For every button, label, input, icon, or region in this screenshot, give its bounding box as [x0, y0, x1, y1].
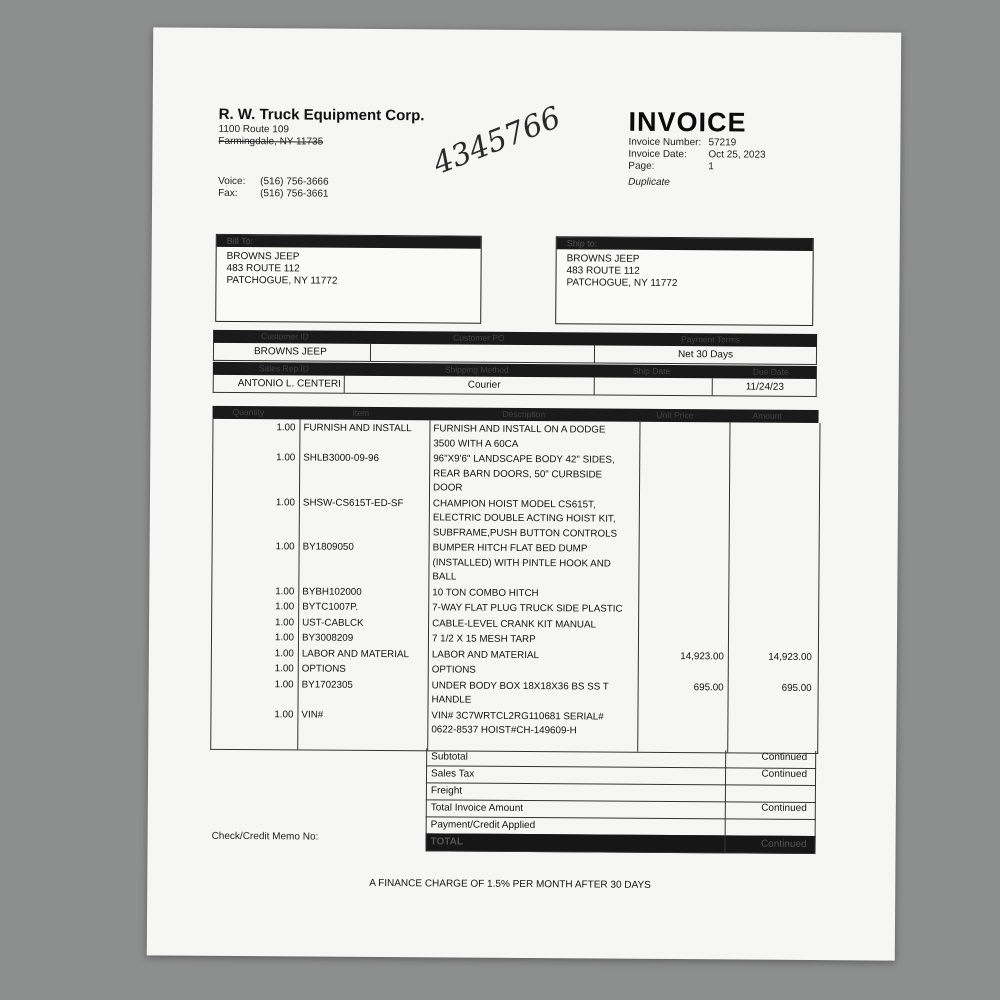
ship-to-city: PATCHOGUE, NY 11772	[566, 277, 678, 290]
totals-label: Subtotal	[431, 751, 468, 763]
lines-body	[210, 419, 820, 754]
header-sales-rep: Sales Rep ID	[258, 363, 309, 374]
line-amount: 695.00	[781, 682, 812, 694]
line-description: CHAMPION HOIST MODEL CS615T,	[432, 497, 596, 511]
handwritten-note: 4345766	[428, 100, 566, 182]
line-amount	[730, 634, 812, 635]
line-unit-price: 695.00	[693, 681, 724, 693]
line-qty: 1.00	[274, 663, 294, 675]
company-city: Farmingdale, NY 11735	[218, 135, 324, 148]
line-description: FURNISH AND INSTALL ON A DODGE	[433, 423, 606, 436]
company-address-line1: 1100 Route 109	[218, 123, 290, 136]
line-item: OPTIONS	[301, 663, 346, 675]
payment-terms: Net 30 Days	[677, 349, 734, 361]
info-row2	[213, 375, 817, 397]
line-unit-price	[643, 543, 725, 544]
line-description: 7 1/2 X 15 MESH TARP	[431, 633, 536, 646]
col-item: Item	[352, 407, 370, 418]
header-shipping-method: Shipping Method	[444, 364, 509, 375]
invoice-number: 57219	[708, 137, 737, 149]
col-quantity: Quantity	[232, 406, 265, 418]
line-item: SHSW-CS615T-ED-SF	[302, 496, 404, 509]
invoice-number-label: Invoice Number:	[628, 136, 702, 149]
line-item: BYBH102000	[302, 585, 362, 598]
line-qty: 1.00	[275, 541, 295, 553]
line-description: VIN# 3C7WRTCL2RG110681 SERIAL#	[431, 709, 604, 723]
line-amount	[730, 603, 812, 604]
totals-row	[426, 833, 816, 854]
ship-to-heading: Ship to:	[557, 237, 813, 251]
line-item: LABOR AND MATERIAL	[301, 647, 409, 660]
fax-label: Fax:	[218, 187, 238, 199]
line-amount	[730, 619, 812, 620]
line-item: FURNISH AND INSTALL	[303, 422, 412, 435]
line-qty: 1.00	[275, 601, 295, 613]
finance-charge-note: A FINANCE CHARGE OF 1.5% PER MONTH AFTER 30 DAYS	[369, 877, 651, 891]
line-qty: 1.00	[274, 678, 294, 690]
col-description: Description	[502, 408, 546, 420]
line-amount	[730, 665, 812, 666]
line-description: BUMPER HITCH FLAT BED DUMP	[432, 542, 588, 555]
header-ship-date: Ship Date	[632, 365, 671, 377]
line-unit-price	[643, 454, 725, 455]
voice-label: Voice:	[218, 175, 246, 188]
bill-to-box	[215, 234, 482, 324]
line-qty: 1.00	[275, 585, 295, 597]
header-due-date: Due Date	[752, 366, 789, 377]
line-qty: 1.00	[275, 496, 295, 508]
line-qty: 1.00	[276, 422, 296, 434]
line-item: BYTC1007P.	[302, 601, 359, 613]
col-unit-price: Unit Price	[656, 409, 694, 421]
line-description: ELECTRIC DOUBLE ACTING HOIST KIT,	[432, 512, 616, 525]
line-description: 7-WAY FLAT PLUG TRUCK SIDE PLASTIC	[432, 602, 623, 615]
bill-to-heading: Bill To:	[217, 235, 481, 249]
check-memo-label: Check/Credit Memo No:	[211, 830, 319, 843]
page-label: Page:	[628, 160, 655, 172]
totals-label: Sales Tax	[431, 768, 475, 780]
line-item: SHLB3000-09-96	[303, 452, 380, 464]
ship-to-street: 483 ROUTE 112	[566, 265, 640, 277]
line-qty: 1.00	[274, 616, 295, 628]
ship-to-name: BROWNS JEEP	[566, 253, 640, 265]
line-qty: 1.00	[274, 647, 294, 659]
bill-to-city: PATCHOGUE, NY 11772	[226, 274, 338, 287]
fax-number: (516) 756-3661	[260, 188, 329, 200]
line-amount	[729, 711, 811, 712]
header-customer-po: Customer PO	[453, 332, 505, 343]
invoice-title: INVOICE	[628, 106, 747, 138]
totals-label: TOTAL	[430, 836, 464, 848]
line-description: BALL	[432, 571, 457, 583]
col-amount: Amount	[752, 410, 782, 421]
line-unit-price	[642, 603, 724, 604]
line-description: 96"X9'6" LANDSCAPE BODY 42" SIDES,	[433, 453, 615, 466]
line-description: LABOR AND MATERIAL	[431, 648, 539, 661]
totals-value: Continued	[761, 751, 808, 763]
line-description: HANDLE	[431, 694, 472, 706]
line-unit-price	[642, 618, 724, 619]
company-address-line2	[218, 136, 323, 148]
totals-value: Continued	[761, 768, 808, 780]
line-description: REAR BARN DOORS, 50" CURBSIDE	[433, 467, 603, 481]
customer-id: BROWNS JEEP	[253, 346, 327, 358]
line-amount	[731, 543, 813, 544]
invoice-paper	[147, 27, 901, 960]
line-description: 3500 WITH A 60CA	[433, 437, 519, 450]
totals-value	[719, 785, 807, 786]
line-description: CABLE-LEVEL CRANK KIT MANUAL	[432, 617, 597, 631]
voice-number: (516) 756-3666	[260, 176, 329, 188]
line-description: OPTIONS	[431, 664, 476, 676]
bill-to-name: BROWNS JEEP	[226, 250, 300, 263]
line-amount	[731, 499, 813, 500]
line-qty: 1.00	[274, 708, 294, 720]
shipping-method: Courier	[467, 379, 501, 391]
invoice-date-label: Invoice Date:	[628, 148, 687, 161]
line-item: BY1809050	[302, 541, 354, 553]
line-description: SUBFRAME,PUSH BUTTON CONTROLS	[432, 526, 618, 540]
line-unit-price	[643, 498, 725, 499]
line-description: 0622-8537 HOIST#CH-149609-H	[431, 724, 577, 737]
line-description: DOOR	[433, 482, 463, 494]
totals-value	[719, 819, 807, 820]
totals-label: Freight	[430, 785, 463, 797]
line-item: BY3008209	[301, 632, 354, 644]
line-description: 10 TON COMBO HITCH	[432, 586, 539, 599]
line-description: (INSTALLED) WITH PINTLE HOOK AND	[432, 556, 611, 570]
sales-rep: ANTONIO L. CENTERI	[237, 377, 341, 390]
line-unit-price	[642, 587, 724, 588]
invoice-date: Oct 25, 2023	[708, 149, 766, 161]
company-name: R. W. Truck Equipment Corp.	[218, 105, 425, 125]
line-item: UST-CABLCK	[302, 616, 364, 629]
totals-label: Payment/Credit Applied	[430, 819, 536, 832]
line-unit-price	[642, 634, 724, 635]
totals-value: Continued	[761, 802, 807, 814]
header-customer-id: Customer ID	[261, 331, 309, 342]
line-item: VIN#	[301, 708, 324, 721]
line-unit-price	[641, 710, 723, 711]
line-description: UNDER BODY BOX 18X18X36 BS SS T	[431, 679, 609, 693]
duplicate-mark: Duplicate	[628, 176, 670, 189]
line-unit-price	[643, 424, 725, 425]
line-amount	[731, 454, 813, 455]
page-number: 1	[708, 161, 714, 173]
line-unit-price	[642, 665, 724, 666]
line-qty: 1.00	[276, 452, 296, 464]
line-amount	[730, 588, 812, 589]
line-unit-price: 14,923.00	[680, 650, 724, 662]
ship-to-box	[555, 236, 814, 326]
totals-value: Continued	[760, 838, 807, 850]
bill-to-street: 483 ROUTE 112	[226, 262, 300, 275]
line-qty: 1.00	[274, 632, 295, 644]
header-payment-terms: Payment Terms	[681, 334, 741, 345]
line-item: BY1702305	[301, 678, 353, 691]
due-date: 11/24/23	[745, 381, 784, 393]
line-amount: 14,923.00	[768, 651, 812, 663]
line-amount	[731, 424, 813, 425]
totals-label: Total Invoice Amount	[430, 802, 524, 815]
